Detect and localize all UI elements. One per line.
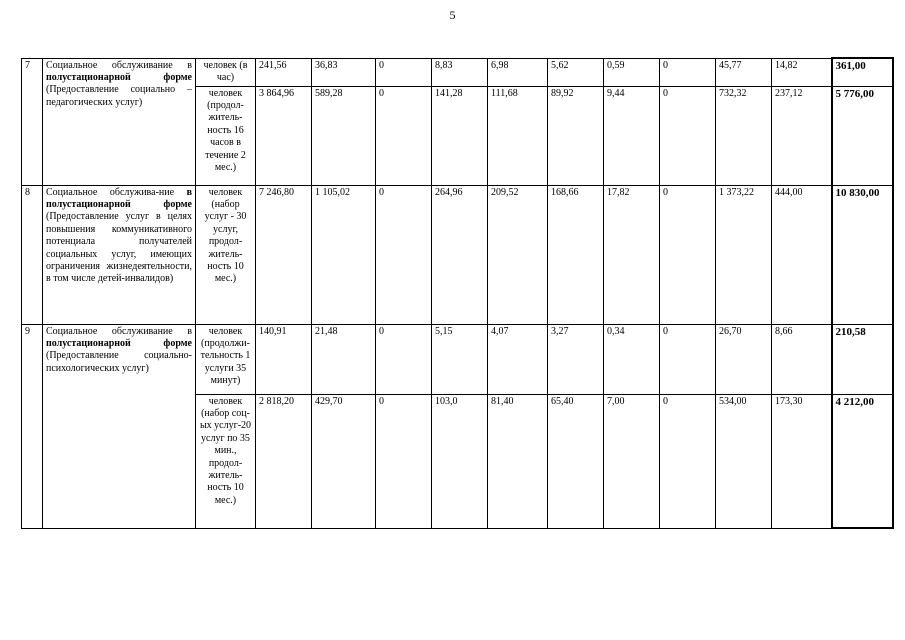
- value-cell: 0: [376, 185, 432, 324]
- value-cell: 0: [660, 394, 716, 528]
- service-name-text: (Предоставление социально – педагогических услуг): [46, 84, 192, 108]
- service-name: [43, 324, 196, 528]
- value-cell: 0: [376, 394, 432, 528]
- cost-table: [21, 57, 894, 529]
- section-number: 8: [22, 185, 43, 324]
- value-cell: 237,12: [772, 86, 832, 185]
- value-cell: 3,27: [548, 324, 604, 394]
- value-cell: 140,91: [256, 324, 312, 394]
- value-cell: 429,70: [312, 394, 376, 528]
- value-cell: 8,66: [772, 324, 832, 394]
- value-cell: 1 373,22: [716, 185, 772, 324]
- value-cell: 103,0: [432, 394, 488, 528]
- value-cell: 241,56: [256, 58, 312, 86]
- value-cell: 0: [376, 58, 432, 86]
- value-cell: 65,40: [548, 394, 604, 528]
- value-cell: 264,96: [432, 185, 488, 324]
- value-cell: 534,00: [716, 394, 772, 528]
- value-cell: 0: [376, 324, 432, 394]
- value-cell: 168,66: [548, 185, 604, 324]
- unit-cell: человек (продол-житель-ность 16 часов в течение 2 мес.): [196, 86, 256, 185]
- value-cell: 0: [376, 86, 432, 185]
- value-cell: 141,28: [432, 86, 488, 185]
- value-cell: 5,15: [432, 324, 488, 394]
- total-cell: 361,00: [832, 58, 893, 86]
- value-cell: 209,52: [488, 185, 548, 324]
- service-name-text: Социальное обслужива-ние: [46, 186, 187, 198]
- value-cell: 9,44: [604, 86, 660, 185]
- value-cell: 4,07: [488, 324, 548, 394]
- total-cell: 5 776,00: [832, 86, 893, 185]
- unit-cell: человек (набор услуг - 30 услуг, продол-житель-ность 10 мес.): [196, 185, 256, 324]
- unit-cell: человек (в час): [196, 58, 256, 86]
- service-name-text: Социальное обслуживание в: [46, 325, 192, 337]
- service-name-bold: полустационарной форме: [46, 337, 192, 349]
- value-cell: 7 246,80: [256, 185, 312, 324]
- total-cell: 210,58: [832, 324, 893, 394]
- value-cell: 45,77: [716, 58, 772, 86]
- value-cell: 3 864,96: [256, 86, 312, 185]
- total-cell: 4 212,00: [832, 394, 893, 528]
- section-number: 9: [22, 324, 43, 528]
- value-cell: 1 105,02: [312, 185, 376, 324]
- value-cell: 2 818,20: [256, 394, 312, 528]
- unit-cell: человек (набор соц-ых услуг-20 услуг по 35 мин., продол-житель-ность 10 мес.): [196, 394, 256, 528]
- value-cell: 0,34: [604, 324, 660, 394]
- value-cell: 173,30: [772, 394, 832, 528]
- value-cell: 0: [660, 58, 716, 86]
- value-cell: 589,28: [312, 86, 376, 185]
- value-cell: 444,00: [772, 185, 832, 324]
- table-row: [22, 58, 893, 86]
- value-cell: 7,00: [604, 394, 660, 528]
- page-number: 5: [449, 8, 456, 22]
- table-row: [22, 324, 893, 394]
- service-name-bold: полустационарной форме: [46, 71, 192, 83]
- value-cell: 5,62: [548, 58, 604, 86]
- table-row: [22, 185, 893, 324]
- value-cell: 26,70: [716, 324, 772, 394]
- service-name: [43, 58, 196, 185]
- value-cell: 0: [660, 86, 716, 185]
- value-cell: 0,59: [604, 58, 660, 86]
- value-cell: 0: [660, 324, 716, 394]
- value-cell: 0: [660, 185, 716, 324]
- value-cell: 111,68: [488, 86, 548, 185]
- service-name-bold: в полустационарной форме: [46, 186, 192, 210]
- total-cell: 10 830,00: [832, 185, 893, 324]
- section-number: 7: [22, 58, 43, 185]
- value-cell: 6,98: [488, 58, 548, 86]
- value-cell: 17,82: [604, 185, 660, 324]
- value-cell: 89,92: [548, 86, 604, 185]
- value-cell: 8,83: [432, 58, 488, 86]
- value-cell: 732,32: [716, 86, 772, 185]
- value-cell: 14,82: [772, 58, 832, 86]
- unit-cell: человек (продолжи-тельность 1 услуги 35 минут): [196, 324, 256, 394]
- value-cell: 81,40: [488, 394, 548, 528]
- service-name: [43, 185, 196, 324]
- service-name-text: (Предоставление услуг в целях повышения коммуникативного потенциала получателей социальных услуг, имеющих ограничения жизнедеятельности, в том числе детей-инвалидов): [46, 211, 192, 285]
- value-cell: 21,48: [312, 324, 376, 394]
- service-name-text: (Предоставление социально-психологических услуг): [46, 350, 192, 374]
- service-name-text: Социальное обслуживание в: [46, 59, 192, 71]
- value-cell: 36,83: [312, 58, 376, 86]
